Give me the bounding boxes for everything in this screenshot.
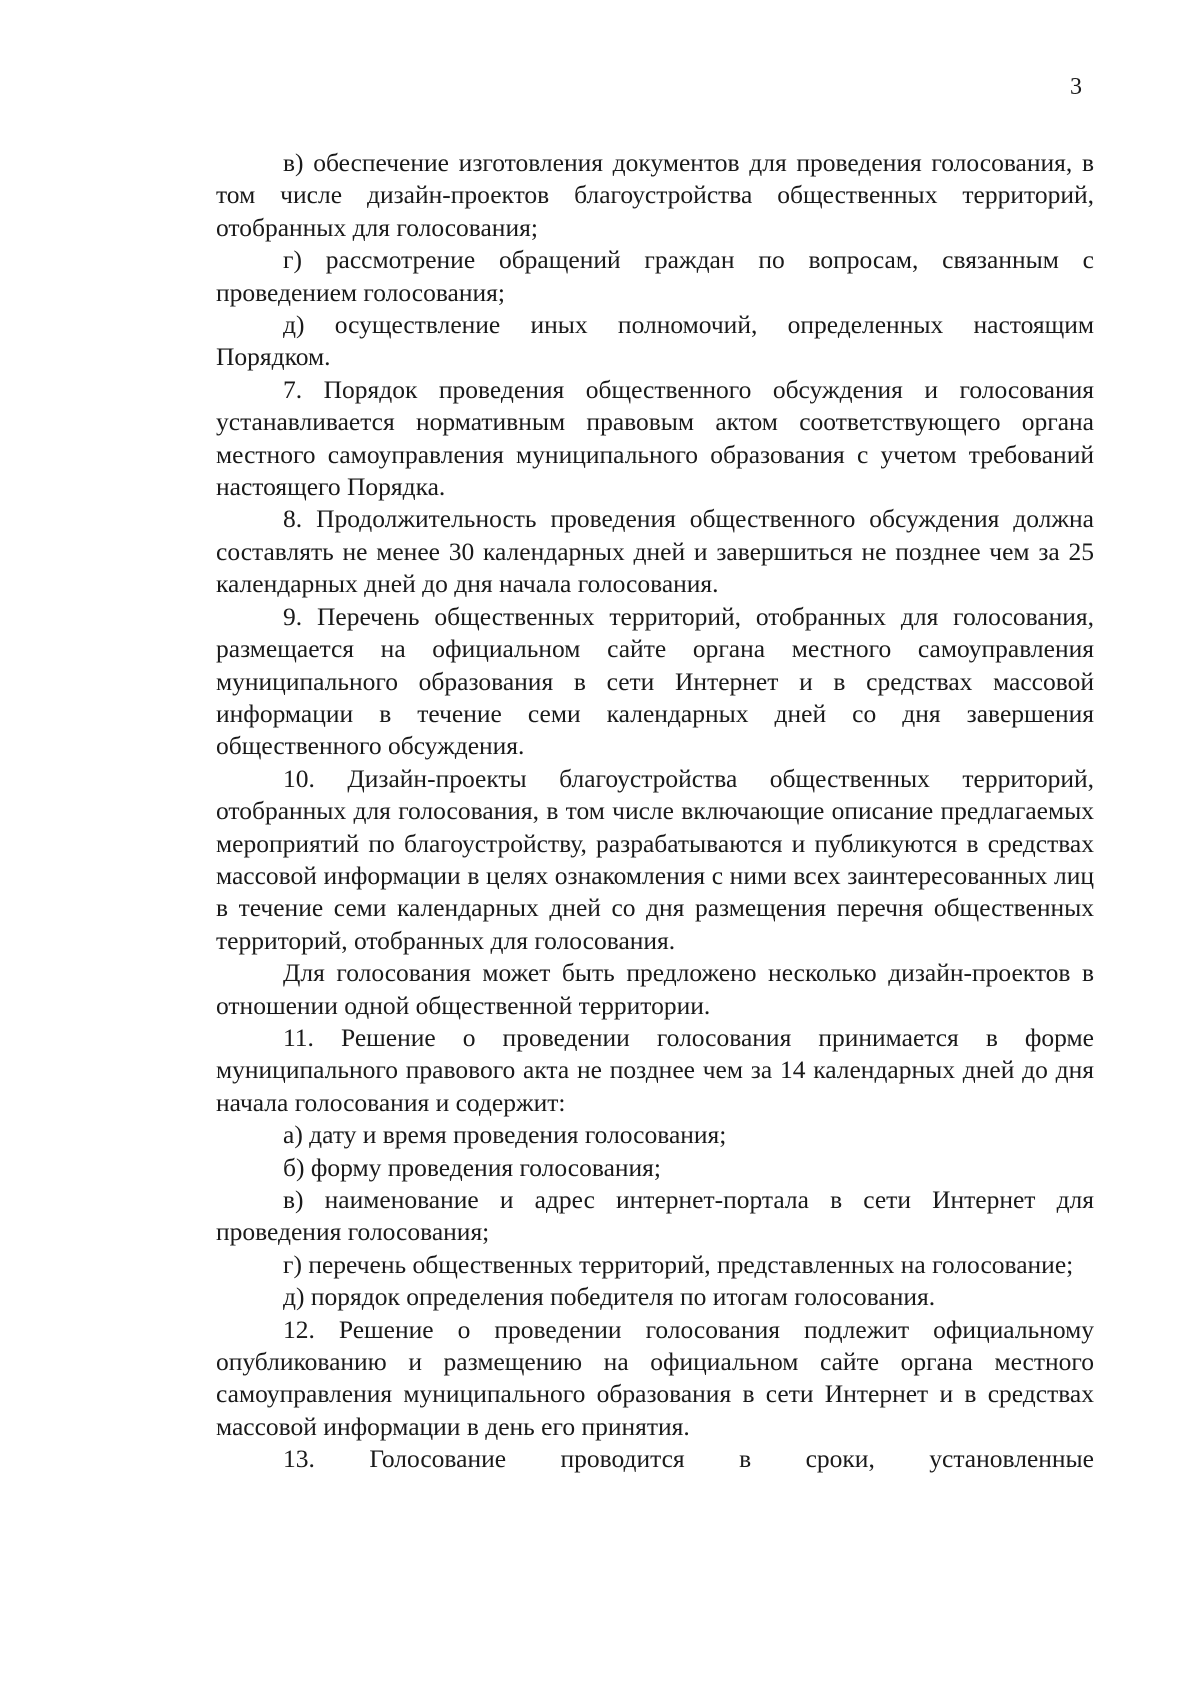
paragraph-13: 13. Голосование проводится в сроки, установленные (283, 1444, 1094, 1474)
paragraph-11-a: а) дату и время проведения голосования; (283, 1120, 727, 1150)
paragraph-10: 10. Дизайн-проекты благоустройства общественных территорий, отобранных для голосования, в том числе включающие описание предлагаемых мероприятий по благоустройству, разрабатываются и публикуются в средствах массовой информации в целях ознакомления с ними всех заинтересованных лиц в течение семи календарных дней со дня размещения перечня общественных территорий, отобранных для голосования. (216, 763, 1094, 955)
paragraph-11-v: в) наименование и адрес интернет-портала в сети Интернет для проведения голосования; (216, 1185, 1094, 1247)
paragraph-v-docs: в) обеспечение изготовления документов для проведения голосования, в том числе дизайн-проектов благоустройства общественных территорий, отобранных для голосования; (216, 148, 1094, 242)
paragraph-7: 7. Порядок проведения общественного обсуждения и голосования устанавливается нормативным правовым актом соответствующего органа местного самоуправления муниципального образования с учетом требований настоящего Порядка. (216, 374, 1094, 502)
paragraph-11-d: д) порядок определения победителя по итогам голосования. (283, 1282, 936, 1312)
paragraph-10-note: Для голосования может быть предложено несколько дизайн-проектов в отношении одной общественной территории. (216, 958, 1094, 1020)
paragraph-d-powers: д) осуществление иных полномочий, определенных настоящим Порядком. (216, 310, 1094, 372)
paragraph-8: 8. Продолжительность проведения общественного обсуждения должна составлять не менее 30 календарных дней и завершиться не позднее чем за 25 календарных дней до дня начала голосования. (216, 504, 1094, 599)
paragraph-12: 12. Решение о проведении голосования подлежит официальному опубликованию и размещению на официальном сайте органа местного самоуправления муниципального образования в сети Интернет и в средствах массовой информации в день его принятия. (216, 1314, 1094, 1441)
paragraph-11-g: г) перечень общественных территорий, представленных на голосование; (283, 1249, 1074, 1279)
paragraph-g-appeals: г) рассмотрение обращений граждан по вопросам, связанным с проведением голосования; (216, 245, 1094, 307)
page-number: 3 (1070, 74, 1082, 100)
paragraph-9: 9. Перечень общественных территорий, отобранных для голосования, размещается на официальном сайте органа местного самоуправления муниципального образования в сети Интернет и в средствах массовой информации в течение семи календарных дней со дня завершения общественного обсуждения. (216, 601, 1094, 761)
document-body (216, 147, 1094, 1476)
paragraph-11-b: б) форму проведения голосования; (283, 1152, 661, 1182)
paragraph-11: 11. Решение о проведении голосования принимается в форме муниципального правового акта не позднее чем за 14 календарных дней до дня начала голосования и содержит: (216, 1022, 1094, 1117)
